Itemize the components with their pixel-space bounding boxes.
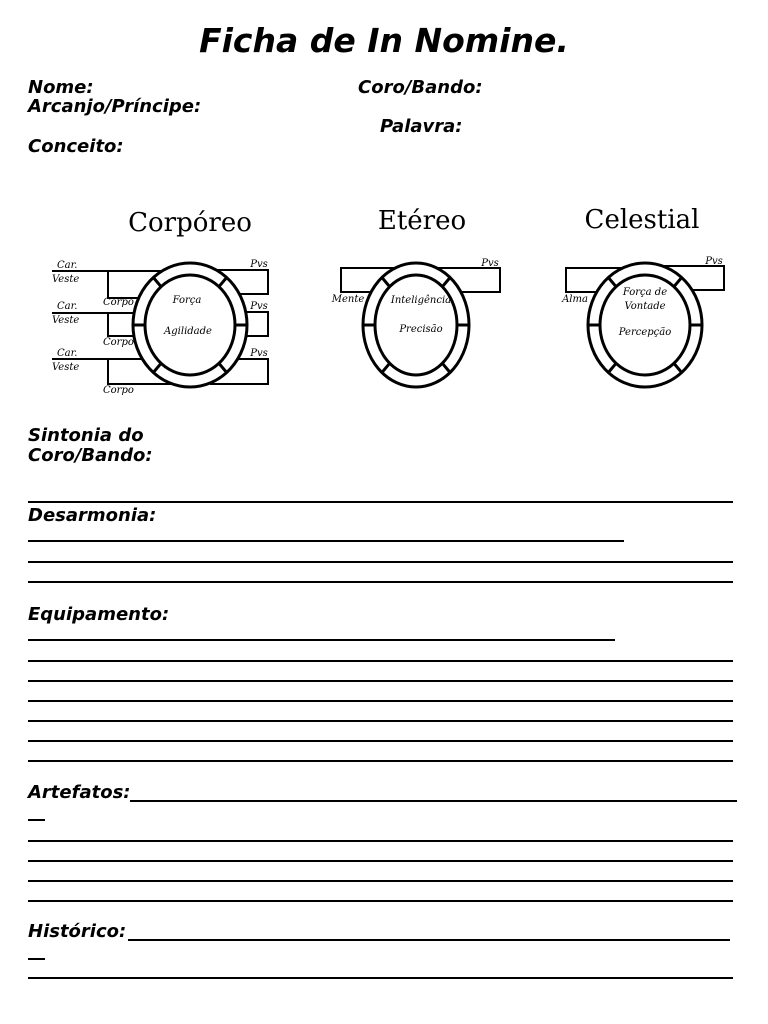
- write-line: [28, 760, 733, 762]
- car-label: Car.: [57, 301, 78, 312]
- pvs-label: Pvs: [481, 258, 499, 269]
- ring-segment-divider: [219, 278, 227, 287]
- force-ring-corporeo: [133, 263, 247, 387]
- pvs-label: Pvs: [250, 348, 268, 359]
- diagram-corporeo: [52, 208, 268, 396]
- write-line: [130, 800, 737, 802]
- force-ring-celestial: [588, 263, 702, 387]
- write-line: [128, 939, 730, 941]
- write-line: [28, 680, 733, 682]
- attribute-label-forca: Força: [172, 295, 202, 306]
- write-line: [28, 581, 733, 583]
- attribute-label-vontade: Vontade: [624, 301, 666, 312]
- section-label-artefatos: Artefatos:: [28, 782, 131, 803]
- write-line: [28, 740, 733, 742]
- corpo-box: [108, 271, 139, 298]
- write-line: [28, 660, 733, 662]
- veste-label: Veste: [52, 274, 80, 285]
- write-line: [28, 977, 733, 979]
- section-label-historico: Histórico:: [28, 921, 127, 942]
- write-line: [28, 639, 615, 641]
- diagram-etereo: [331, 206, 500, 387]
- mente-label: Mente: [331, 294, 365, 305]
- field-label-nome: Nome:: [28, 77, 94, 98]
- write-line: [28, 540, 624, 542]
- attribute-label-precisao: Precisão: [399, 324, 443, 335]
- write-line: [28, 819, 45, 821]
- ring-inner-edge: [145, 275, 235, 375]
- write-line: [28, 958, 45, 960]
- write-line: [28, 900, 733, 902]
- ring-segment-divider: [219, 363, 227, 372]
- field-label-arcanjo-principe: Arcanjo/Príncipe:: [28, 96, 202, 117]
- pvs-group: [246, 301, 268, 336]
- ring-outer-edge: [133, 263, 247, 387]
- corpo-box: [108, 313, 134, 336]
- ring-segment-divider: [442, 278, 450, 287]
- corpo-label: Corpo: [103, 337, 134, 348]
- corpo-group: [52, 301, 134, 348]
- section-label-sintonia-line2: Coro/Bando:: [28, 445, 153, 466]
- diagram-title-etereo: Etéreo: [377, 206, 467, 236]
- write-line: [28, 840, 733, 842]
- field-label-conceito: Conceito:: [28, 136, 124, 157]
- ring-segment-divider: [382, 363, 390, 372]
- diagram-title-corporeo: Corpóreo: [128, 208, 252, 238]
- attribute-label-agilidade: Agilidade: [164, 326, 212, 337]
- section-label-sintonia-line1: Sintonia do: [28, 425, 144, 446]
- ring-segment-divider: [153, 363, 161, 372]
- ring-segment-divider: [608, 363, 616, 372]
- write-line: [28, 700, 733, 702]
- diagram-celestial: [561, 205, 724, 387]
- car-label: Car.: [57, 260, 78, 271]
- attribute-label-forca-de: Força de: [622, 287, 668, 298]
- field-label-palavra: Palavra:: [380, 116, 463, 137]
- ring-segment-divider: [674, 363, 682, 372]
- pvs-label: Pvs: [250, 301, 268, 312]
- ring-segment-divider: [674, 278, 682, 287]
- car-label: Car.: [57, 348, 78, 359]
- write-line: [28, 860, 733, 862]
- write-line: [28, 501, 733, 503]
- attribute-label-percepcao: Percepção: [618, 327, 672, 338]
- veste-label: Veste: [52, 362, 80, 373]
- ring-segment-divider: [608, 278, 616, 287]
- ring-segment-divider: [153, 278, 161, 287]
- corpo-label: Corpo: [103, 385, 134, 396]
- ring-segment-divider: [382, 278, 390, 287]
- ring-segment-divider: [442, 363, 450, 372]
- pvs-label: Pvs: [705, 256, 723, 267]
- veste-label: Veste: [52, 315, 80, 326]
- corpo-label: Corpo: [103, 297, 134, 308]
- section-label-equipamento: Equipamento:: [28, 604, 170, 625]
- pvs-box: [246, 312, 268, 336]
- section-label-desarmonia: Desarmonia:: [28, 505, 157, 526]
- attribute-label-inteligencia: Inteligência: [390, 295, 452, 306]
- alma-label: Alma: [562, 294, 588, 305]
- ring-outer-edge: [588, 263, 702, 387]
- write-line: [28, 561, 733, 563]
- pvs-label: Pvs: [250, 259, 268, 270]
- force-diagrams: [0, 190, 768, 405]
- diagram-title-celestial: Celestial: [584, 205, 700, 235]
- write-line: [28, 880, 733, 882]
- page-title: Ficha de In Nomine.: [199, 21, 569, 60]
- write-line: [28, 720, 733, 722]
- field-label-coro-bando: Coro/Bando:: [358, 77, 483, 98]
